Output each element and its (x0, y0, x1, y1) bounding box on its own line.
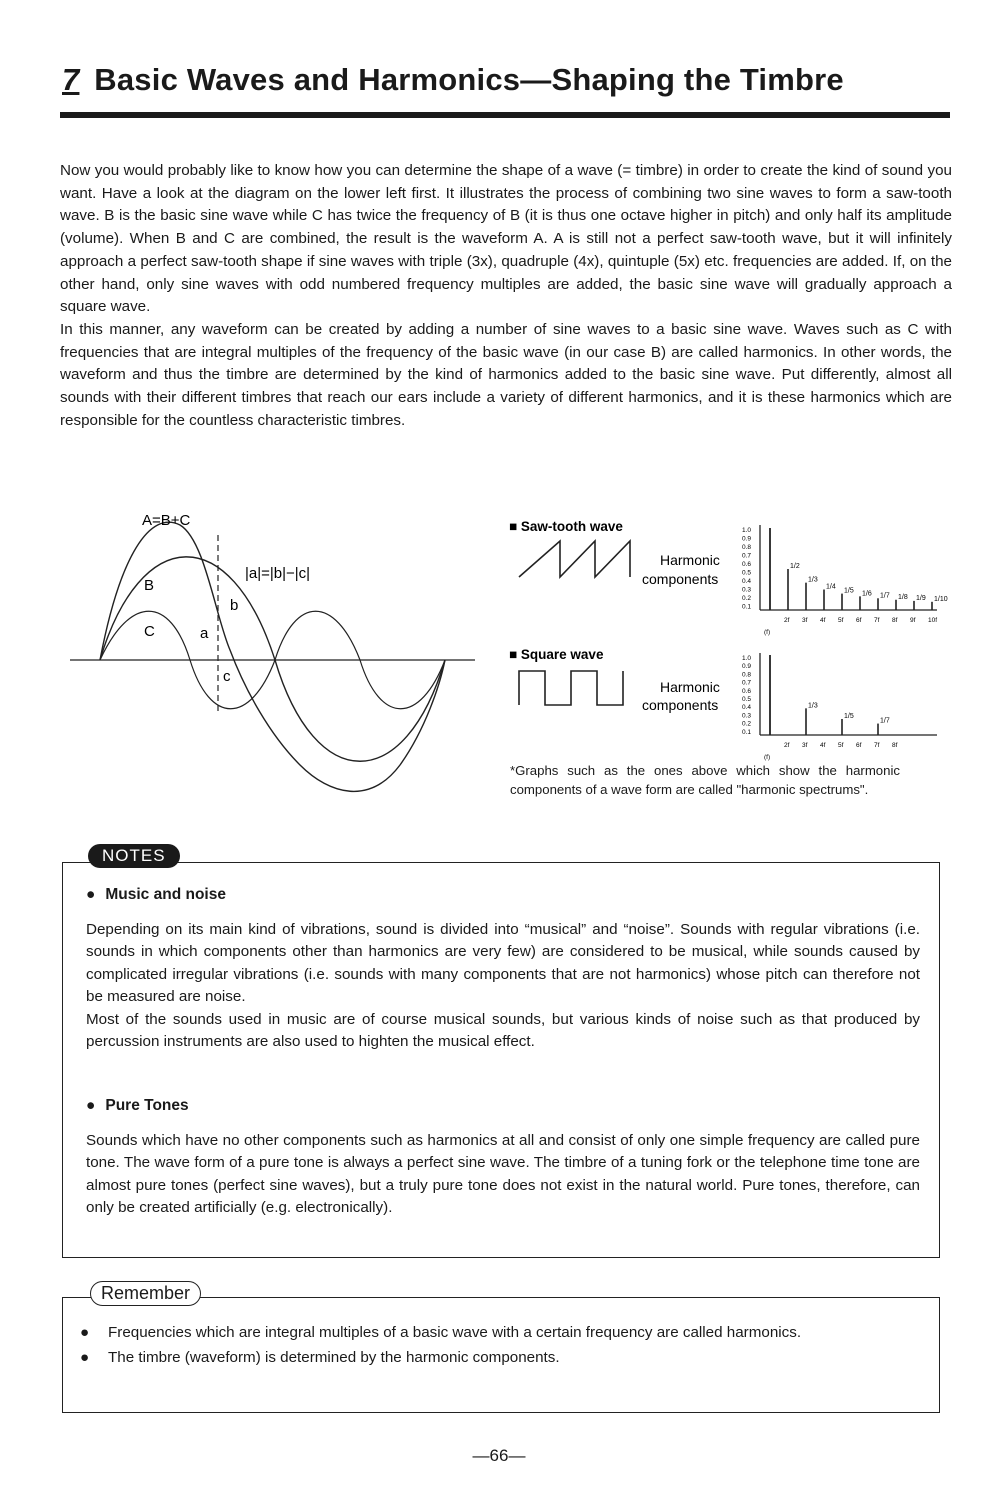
x-tick-label: 10f (928, 617, 938, 624)
title-rule (60, 112, 950, 118)
label-c: C (144, 623, 155, 640)
y-tick-label: 0.8 (742, 544, 752, 551)
square-figure (505, 643, 945, 763)
amplitude-equation: |a|=|b|−|c| (245, 565, 311, 582)
y-tick-label: 0.7 (742, 679, 752, 687)
harmonic-bar-label: 1/10 (934, 595, 948, 603)
y-tick-label: 0.2 (742, 595, 752, 602)
y-tick-label: 0.2 (742, 720, 752, 728)
y-tick-label: 0.1 (742, 603, 752, 611)
sawtooth-shape (519, 541, 630, 577)
remember-badge: Remember (90, 1281, 201, 1306)
sawtooth-components-label: components (642, 571, 719, 587)
square-heading: ■ Square wave (509, 647, 604, 662)
note-heading-text: Music and noise (105, 886, 226, 903)
square-shape (519, 671, 623, 705)
x-tick-label: 4f (820, 617, 826, 624)
note-pure-tones (86, 1095, 920, 1220)
square-harmonic-label: Harmonic (660, 679, 720, 695)
combined-wave-a (100, 522, 445, 791)
body-paragraph: Now you would probably like to know how you can determine the shape of a wave (= timbre) in order to create the kind of sound you want. Have a look at the diagram on the lower left first. It illustrates the process of combining two sine waves to form a saw-tooth wave. B is the basic sine wave while C has twice the frequency of B (it is thus one octave higher in pitch) and only half its amplitude (volume). When B and C are combined, the result is the waveform A. A is still not a perfect saw-tooth wave, but it will infinitely approach a perfect saw-tooth shape if sine waves with triple (3x), quadruple (4x), quintuple (5x) etc. frequencies are added. If, on the other hand, only sine waves with odd numbered frequency multiples are added, the basic sine wave will gradually approach a square wave. (60, 162, 952, 316)
y-tick-label: 0.8 (742, 671, 752, 679)
square-spectrum (742, 653, 937, 761)
page-title (62, 62, 952, 98)
section-number: 7 (62, 62, 80, 97)
note-heading-text: Pure Tones (105, 1097, 189, 1114)
harmonic-bar-label: 1/3 (808, 702, 818, 710)
note-music-and-noise (86, 884, 920, 1054)
x-tick-label: 4f (820, 742, 826, 749)
harmonic-bar-label: 1/3 (808, 576, 818, 584)
sawtooth-svg (505, 515, 948, 636)
x-tick-label: 6f (856, 617, 862, 624)
harmonic-bar-label: 1/4 (826, 583, 836, 591)
label-b: B (144, 577, 155, 594)
label-c-small: c (223, 668, 231, 685)
sawtooth-figure (505, 515, 948, 640)
wave-diagram-svg (70, 505, 480, 805)
remember-list (80, 1322, 920, 1371)
y-tick-label: 0.5 (742, 569, 752, 577)
x-tick-label: 5f (838, 617, 844, 624)
x-tick-label: 5f (838, 742, 844, 749)
y-tick-label: 0.6 (742, 687, 752, 695)
note-paragraph: Most of the sounds used in music are of course musical sounds, but various kinds of noise such as that produced by percussion instruments are also used to highten the musical effect. (86, 1010, 920, 1050)
notes-badge: NOTES (88, 844, 180, 868)
body-text (60, 160, 952, 432)
harmonic-bar-label: 1/5 (844, 713, 854, 720)
bullet-icon: ● (86, 886, 96, 903)
y-tick-label: 0.5 (742, 696, 752, 703)
harmonic-bar-label: 1/6 (862, 590, 872, 598)
x-tick-label: 8f (892, 742, 898, 749)
harmonic-bar-label: 1/5 (844, 587, 854, 595)
sawtooth-spectrum (742, 525, 948, 636)
axis-unit-label: (f) (764, 629, 771, 636)
harmonic-bar-label: 1/2 (790, 563, 800, 570)
x-tick-label: 6f (856, 742, 862, 749)
x-tick-label: 9f (910, 617, 916, 624)
section-title: Basic Waves and Harmonics—Shaping the Timbre (94, 62, 844, 97)
page-number: —66— (472, 1446, 526, 1465)
y-tick-label: 0.1 (742, 728, 752, 736)
x-tick-label: 2f (784, 742, 790, 749)
label-a-small: a (200, 625, 209, 642)
y-tick-label: 0.6 (742, 561, 752, 568)
note-heading (86, 1095, 920, 1118)
figure-caption: *Graphs such as the ones above which show the harmonic components of a wave form are called "harmonic spectrums". (510, 763, 900, 797)
harmonic-bar-label: 1/7 (880, 717, 890, 725)
note-heading (86, 884, 920, 907)
x-tick-label: 2f (784, 617, 790, 624)
list-item (80, 1322, 920, 1345)
harmonic-bar-label: 1/7 (880, 592, 890, 600)
sawtooth-harmonic-label: Harmonic (660, 552, 720, 568)
bullet-icon: ● (80, 1324, 90, 1341)
x-tick-label: 3f (802, 617, 808, 624)
square-svg (505, 643, 945, 761)
y-tick-label: 1.0 (742, 655, 752, 662)
label-sum: A=B+C (142, 512, 191, 529)
wave-combination-diagram (70, 505, 480, 810)
x-tick-label: 3f (802, 742, 808, 749)
y-tick-label: 0.4 (742, 704, 752, 712)
y-tick-label: 0.3 (742, 712, 752, 720)
body-paragraph: In this manner, any waveform can be created by adding a number of sine waves to a basic sine wave. Waves such as C with frequencies that are integral multiples of the frequency of the basic wave (in our case B) are called harmonics. In other words, the waveform and thus the timbre are determined by the kind of harmonics added to the basic sine wave. Put differently, almost all sounds with their different timbres that reach our ears include a variety of different harmonics, and it is these harmonics which are responsible for the countless characteristic timbres. (60, 320, 952, 429)
y-tick-label: 1.0 (742, 527, 752, 534)
note-paragraph: Depending on its main kind of vibrations, sound is divided into “musical” and “noise”. Sounds with regular vibrations (i.e. sounds in which components other than harmonics are very few) are considered to be musical, while sounds caused by complicated irregular vibrations (i.e. sounds with many components that are not harmonics) whose pitch can therefore not be measured are noise. (86, 920, 920, 1005)
list-item (80, 1347, 920, 1370)
x-tick-label: 7f (874, 617, 880, 624)
y-tick-label: 0.4 (742, 578, 752, 585)
square-components-label: components (642, 697, 719, 713)
x-tick-label: 8f (892, 617, 898, 624)
label-b-small: b (230, 597, 239, 614)
bullet-icon: ● (86, 1097, 96, 1114)
harmonic-bar-label: 1/9 (916, 594, 926, 602)
axis-unit-label: (f) (764, 754, 771, 761)
sawtooth-heading: ■ Saw-tooth wave (509, 519, 623, 534)
note-paragraph: Sounds which have no other components such as harmonics at all and consist of only one simple frequency are called pure tone. The wave form of a pure tone is always a perfect sine wave. The timbre of a tuning fork or the telephone time tone are almost pure tones (perfect sine waves), but a truly pure tone does not exist in the natural world. Pure tones, therefore, can only be created artificially (e.g. electronically). (86, 1131, 920, 1216)
bullet-icon: ● (80, 1348, 90, 1366)
x-tick-label: 7f (874, 742, 880, 749)
remember-item-text: Frequencies which are integral multiples of a basic wave with a certain frequency are called harmonics. (108, 1324, 802, 1341)
y-tick-label: 0.9 (742, 535, 752, 543)
y-tick-label: 0.3 (742, 586, 752, 594)
y-tick-label: 0.7 (742, 552, 752, 560)
remember-item-text: The timbre (waveform) is determined by the harmonic components. (108, 1348, 560, 1366)
harmonic-bar-label: 1/8 (898, 593, 908, 601)
y-tick-label: 0.9 (742, 663, 752, 671)
